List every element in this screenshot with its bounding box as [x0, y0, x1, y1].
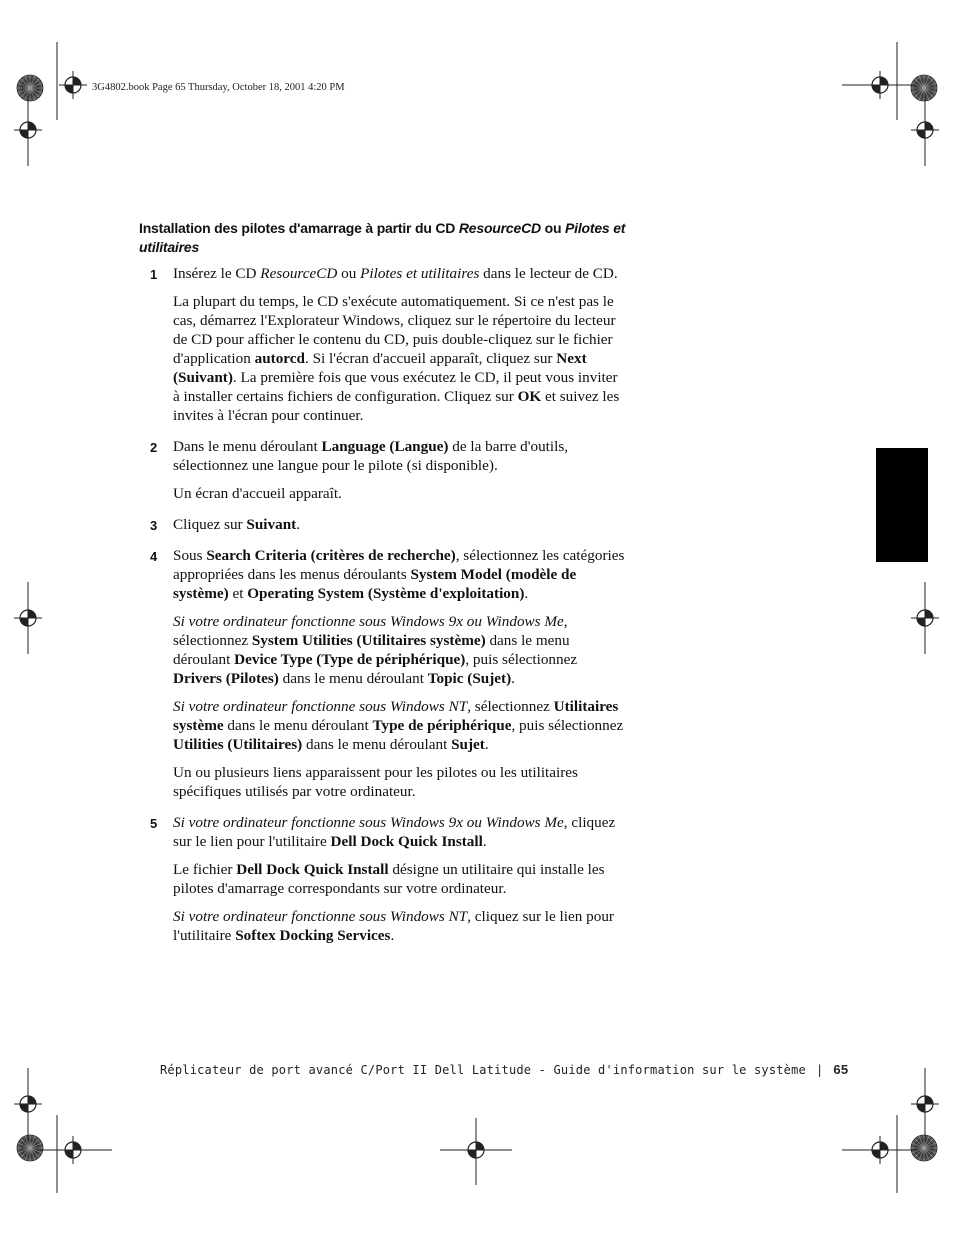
text: , sélectionnez	[173, 613, 568, 649]
text: , sélectionnez	[467, 698, 554, 715]
text-bold: System Utilities (Utilitaires système)	[251, 632, 486, 649]
text: . Si l'écran d'accueil apparaît, cliquez sur	[304, 350, 557, 367]
text-bold: Next (Suivant)	[173, 350, 587, 386]
text-bold: Utilitaires système	[173, 698, 619, 734]
step-paragraph	[173, 546, 628, 603]
text: Cliquez sur	[173, 516, 247, 533]
step-paragraph: Un écran d'accueil apparaît.	[173, 485, 342, 502]
text: .	[524, 585, 529, 602]
page-number: 65	[833, 1062, 849, 1077]
step-paragraph	[173, 437, 628, 475]
text: . La première fois que vous exécutez le CD, il peut vous inviter à installer certains fichiers de configuration. Cliquez sur	[173, 369, 618, 405]
footer-title: Réplicateur de port avancé C/Port II Dell Latitude - Guide d'information sur le système	[160, 1063, 806, 1077]
heading-text: ou	[540, 220, 565, 236]
procedure-steps	[150, 264, 628, 957]
step-number: 2	[150, 440, 158, 455]
step-paragraph: Un ou plusieurs liens apparaissent pour les pilotes ou les utilitaires spécifiques utilisés par votre ordinateur.	[173, 764, 578, 800]
step-number: 4	[150, 549, 158, 564]
text: , sélectionnez les catégories appropriées dans les menus déroulants	[173, 547, 625, 583]
step-number: 3	[150, 518, 158, 533]
heading-text: Installation des pilotes d'amarrage à partir du CD	[139, 220, 459, 236]
text-bold: Language (Langue)	[321, 438, 449, 455]
text-bold: System Model (modèle de système)	[173, 566, 577, 602]
step-4	[150, 546, 628, 813]
step-body	[173, 546, 628, 813]
text: désigne un utilitaire qui installe les pilotes d'amarrage correspondants sur votre ordinateur.	[173, 861, 605, 897]
text: , puis sélectionnez	[511, 717, 624, 734]
text: .	[482, 833, 487, 850]
step-body	[173, 437, 628, 515]
text-italic: Si votre ordinateur fonctionne sous Windows 9x ou Windows Me	[173, 613, 564, 630]
text: .	[390, 927, 395, 944]
step-number: 5	[150, 816, 158, 831]
text: La plupart du temps, le CD s'exécute automatiquement. Si ce n'est pas le cas, démarrez l'Explorateur Windows, cliquez sur le répertoire du lecteur de CD pour afficher le contenu du CD, puis double-cliquez sur le fichier d'application	[173, 293, 616, 367]
text-bold: Softex Docking Services	[235, 927, 391, 944]
text-bold: Type de périphérique	[372, 717, 512, 734]
text-bold: Utilities (Utilitaires)	[173, 736, 303, 753]
text-bold: Suivant	[246, 516, 297, 533]
step-3	[150, 515, 628, 546]
step-body	[173, 813, 628, 957]
text-bold: Drivers (Pilotes)	[173, 670, 279, 687]
step-paragraph	[173, 813, 628, 851]
text: .	[296, 516, 301, 533]
text-bold: Operating System (Système d'exploitation)	[247, 585, 525, 602]
footer-separator: |	[815, 1063, 824, 1077]
step-paragraph	[173, 264, 628, 283]
text: Dans le menu déroulant	[173, 438, 322, 455]
text: dans le menu déroulant	[302, 736, 452, 753]
text-italic: Pilotes et utilitaires	[360, 265, 480, 282]
text: .	[511, 670, 515, 687]
text: , cliquez sur le lien pour l'utilitaire	[173, 814, 616, 850]
text-bold: Dell Dock Quick Install	[236, 861, 389, 878]
section-heading	[139, 219, 639, 257]
text-italic: Si votre ordinateur fonctionne sous Windows 9x ou Windows Me	[173, 814, 564, 831]
heading-italic-resourcecd: ResourceCD	[458, 220, 541, 236]
text-bold: Device Type (Type de périphérique)	[234, 651, 466, 668]
text: , cliquez sur le lien pour l'utilitaire	[173, 908, 614, 944]
step-2	[150, 437, 628, 515]
step-body	[173, 515, 628, 546]
text: Insérez le CD	[173, 265, 261, 282]
text-bold: autorcd	[254, 350, 305, 367]
text: ou	[337, 265, 361, 282]
text: dans le menu déroulant	[223, 717, 373, 734]
step-paragraph	[173, 860, 628, 898]
text: .	[484, 736, 489, 753]
step-paragraph	[173, 515, 628, 534]
step-1	[150, 264, 628, 437]
text-bold: Dell Dock Quick Install	[330, 833, 483, 850]
text-bold: Sujet	[451, 736, 485, 753]
text: et suivez les invites à l'écran pour continuer.	[173, 388, 620, 424]
text-italic: ResourceCD	[260, 265, 338, 282]
text: Sous	[173, 547, 207, 564]
text-italic: Si votre ordinateur fonctionne sous Windows NT	[173, 908, 468, 925]
step-number: 1	[150, 267, 158, 282]
page-footer	[160, 1062, 848, 1077]
step-body	[173, 264, 628, 437]
heading-italic-pilotes: Pilotes et utilitaires	[139, 220, 626, 255]
step-paragraph	[173, 697, 628, 754]
text-bold: Topic (Sujet)	[427, 670, 512, 687]
step-5	[150, 813, 628, 957]
step-paragraph	[173, 907, 628, 945]
text-italic: Si votre ordinateur fonctionne sous Windows NT	[173, 698, 468, 715]
text: dans le lecteur de CD.	[479, 265, 618, 282]
section-thumb-tab	[876, 448, 928, 562]
text: dans le menu déroulant	[278, 670, 428, 687]
text: , puis sélectionnez	[465, 651, 578, 668]
text: de la barre d'outils, sélectionnez une langue pour le pilote (si disponible).	[173, 438, 569, 474]
step-paragraph	[173, 612, 628, 688]
text: Le fichier	[173, 861, 237, 878]
print-slug: 3G4802.book Page 65 Thursday, October 18, 2001 4:20 PM	[92, 82, 345, 93]
text: dans le menu déroulant	[173, 632, 570, 668]
text-bold: OK	[517, 388, 542, 405]
text: et	[228, 585, 248, 602]
text-bold: Search Criteria (critères de recherche)	[206, 547, 456, 564]
step-paragraph	[173, 292, 628, 425]
